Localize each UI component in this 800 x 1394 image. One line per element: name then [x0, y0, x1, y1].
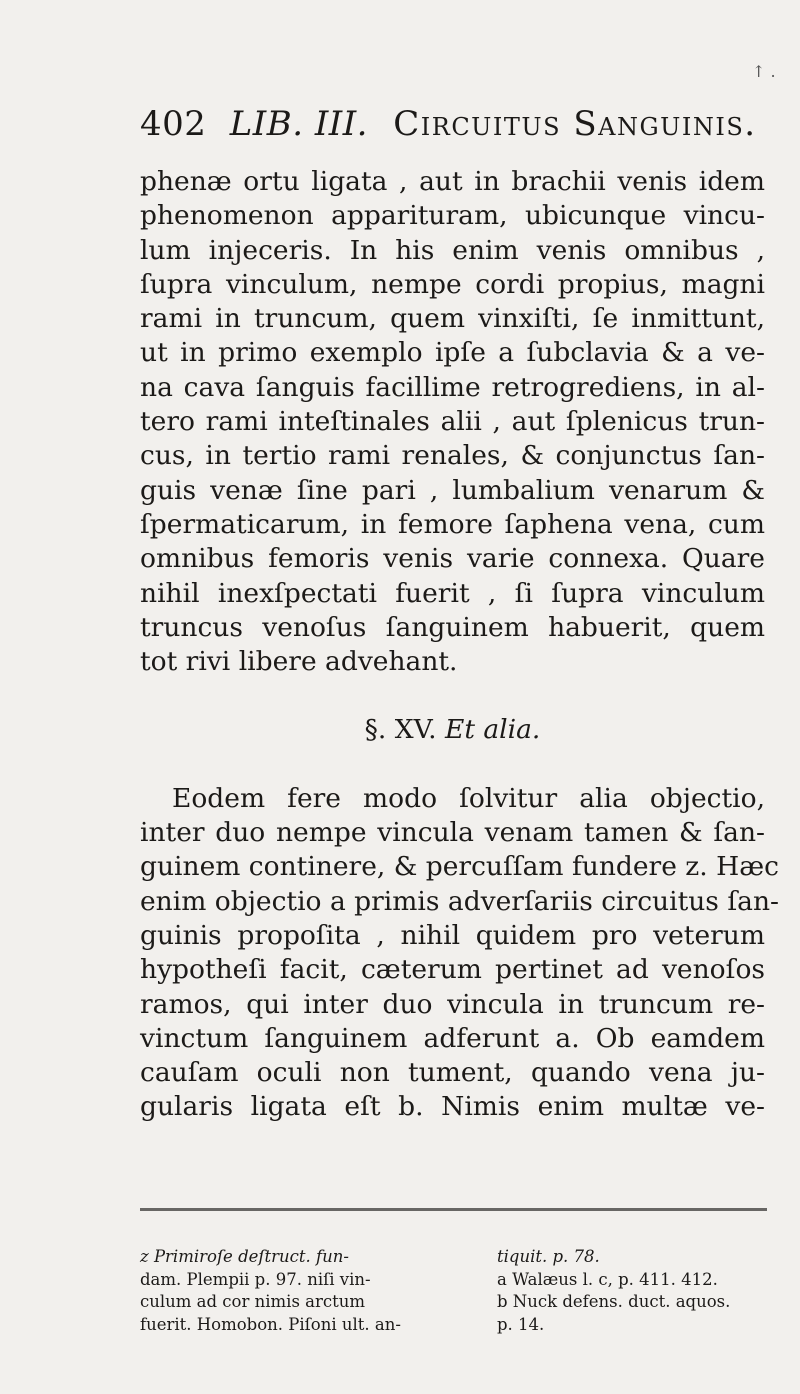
footnote-line: tiquit. p. 78. — [497, 1247, 600, 1266]
corner-mark: ↑ . — [752, 62, 776, 81]
text-line: inter duo nempe vincula venam tamen & ſan- — [140, 817, 765, 849]
text-line: guinem continere, & percuſſam fundere z. Hæc — [140, 851, 779, 883]
main-text — [140, 165, 779, 1125]
text-line: Eodem fere modo ſolvitur alia objectio, — [172, 782, 765, 814]
running-header — [140, 100, 760, 148]
text-line: na cava ſanguis facillime retrogrediens, in al- — [140, 371, 765, 403]
page-number: 402 — [140, 104, 207, 144]
text-line: cus, in tertio rami renales, & conjunctus ſan- — [140, 440, 765, 472]
text-line: hypotheſi facit, cæterum pertinet ad venoſos — [140, 954, 765, 986]
text-line: vinctum ſanguinem adferunt a. Ob eamdem — [140, 1022, 765, 1054]
text-line: omnibus femoris venis varie connexa. Quare — [140, 543, 765, 575]
footnote-line: dam. Plempii p. 97. niſi vin- — [140, 1269, 371, 1289]
section-heading — [140, 713, 765, 747]
text-line: lum injeceris. In his enim venis omnibus , — [140, 234, 765, 266]
footnote-line: a Walæus l. c, p. 411. 412. — [497, 1269, 718, 1289]
footnote-line: p. 14. — [497, 1314, 545, 1334]
footnotes — [140, 1246, 767, 1336]
text-line: ut in primo exemplo ipſe a ſubclavia & a ve- — [140, 337, 765, 369]
text-line: ſupra vinculum, nempe cordi propius, magni — [140, 268, 765, 300]
text-line: nihil inexſpectati fuerit , ſi ſupra vinculum — [140, 577, 765, 609]
text-line: guinis propoſita , nihil quidem pro veterum — [140, 919, 765, 951]
text-line: phenæ ortu ligata , aut in brachii venis idem — [140, 166, 765, 197]
text-line: cauſam oculi non tument, quando vena ju- — [140, 1057, 765, 1089]
footnote-column-right — [497, 1246, 767, 1336]
section-title: Et alia. — [444, 714, 541, 746]
footnote-line: fuerit. Homobon. Piſoni ult. an- — [140, 1314, 401, 1334]
text-line: ſpermaticarum, in femore ſaphena vena, cum — [140, 508, 765, 540]
footnote-column-left — [140, 1246, 488, 1336]
section-number: §. XV. — [364, 714, 437, 746]
text-line: truncus venoſus ſanguinem habuerit, quem — [140, 611, 765, 643]
footnote-divider — [140, 1208, 767, 1211]
running-title: Circuitus Sanguinis. — [393, 104, 757, 144]
text-line: phenomenon apparituram, ubicunque vincu- — [140, 200, 765, 232]
paragraph-1 — [140, 165, 765, 679]
text-line: rami in truncum, quem vinxiſti, ſe inmittunt, — [140, 303, 765, 335]
text-line: guis venæ ſine pari , lumbalium venarum & — [140, 474, 765, 506]
book-label: LIB. III. — [229, 104, 368, 144]
text-line: tot rivi libere advehant. — [140, 646, 458, 678]
footnote-line: z Primiroſe deſtruct. fun- — [140, 1247, 349, 1266]
text-line: enim objectio a primis adverſariis circuitus ſan- — [140, 885, 779, 917]
footnote-line: b Nuck defens. duct. aquos. — [497, 1292, 731, 1311]
text-line: ramos, qui inter duo vincula in truncum re- — [140, 988, 765, 1020]
text-line: gularis ligata eſt b. Nimis enim multæ ve- — [140, 1091, 765, 1123]
footnote-line: culum ad cor nimis arctum — [140, 1292, 366, 1311]
text-line: tero rami inteſtinales alii , aut ſplenicus trun- — [140, 406, 765, 438]
paragraph-2 — [140, 782, 779, 1125]
